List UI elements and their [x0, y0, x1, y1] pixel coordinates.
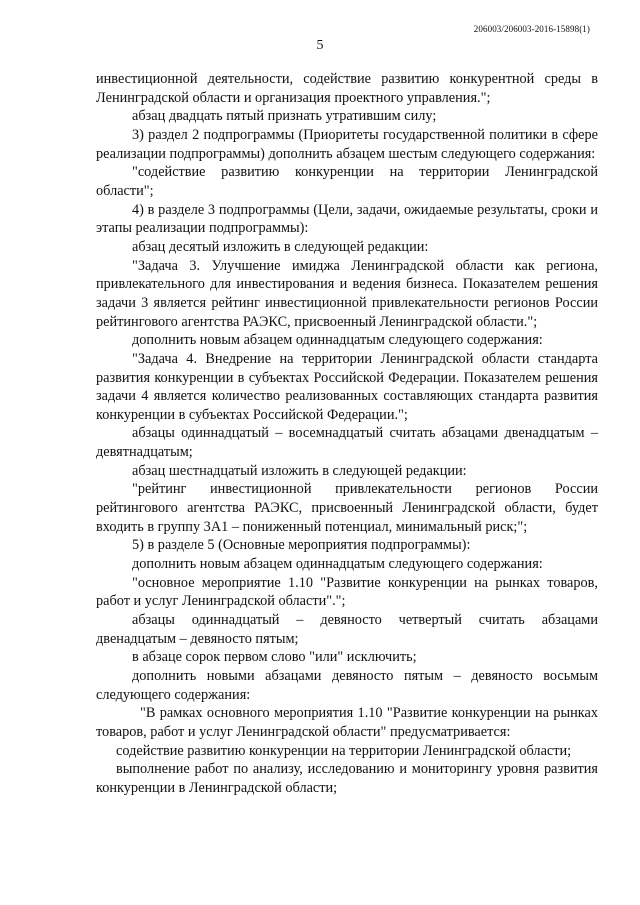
- paragraph: "содействие развитию конкуренции на территории Ленинградской области";: [96, 164, 598, 199]
- paragraph: 3) раздел 2 подпрограммы (Приоритеты государственной политики в сфере реализации подпрограммы) дополнить абзацем шестым следующего содержания:: [96, 126, 598, 162]
- paragraph: 4) в разделе 3 подпрограммы (Цели, задачи, ожидаемые результаты, сроки и этапы реализации подпрограммы):: [96, 201, 598, 237]
- paragraph: в абзаце сорок первом слово "или" исключить;: [132, 649, 417, 666]
- paragraph: абзацы одиннадцатый – восемнадцатый считать абзацами двенадцатым – девятнадцатым;: [96, 425, 598, 461]
- paragraph: абзацы одиннадцатый – девяносто четвертый считать абзацами двенадцатым – девяносто пятым;: [96, 612, 598, 647]
- document-body: [96, 70, 598, 798]
- paragraph: "основное мероприятие 1.10 "Развитие конкуренции на рынках товаров, работ и услуг Ленинградской области".";: [96, 574, 598, 610]
- paragraph: абзац шестнадцатый изложить в следующей редакции:: [132, 462, 467, 479]
- paragraph: "Задача 3. Улучшение имиджа Ленинградской области как региона, привлекательного для инвестирования и ведения бизнеса. Показателем решения задачи 3 является рейтинг инвестиционной привлекательности регионов России рейтингового агентства РАЭКС, присвоенный Ленинградской области.";: [96, 257, 598, 330]
- page-number: 5: [316, 38, 324, 53]
- paragraph: дополнить новыми абзацами девяносто пятым – девяносто восьмым следующего содержания:: [96, 668, 598, 703]
- paragraph: выполнение работ по анализу, исследованию и мониторингу уровня развития конкуренции в Ленинградской области;: [96, 761, 598, 796]
- paragraph: дополнить новым абзацем одиннадцатым следующего содержания:: [132, 556, 543, 573]
- paragraph: инвестиционной деятельности, содействие развитию конкурентной среды в Ленинградской области и организация проектного управления.";: [96, 71, 598, 106]
- paragraph: "Задача 4. Внедрение на территории Ленинградской области стандарта развития конкуренции в субъектах Российской Федерации. Показателем решения задачи 4 является количество реализованных составляющих стандарта развития конкуренции в субъектах Российской Федерации.";: [96, 350, 598, 423]
- paragraph: 5) в разделе 5 (Основные мероприятия подпрограммы):: [132, 537, 471, 554]
- paragraph: "В рамках основного мероприятия 1.10 "Развитие конкуренции на рынках товаров, работ и услуг Ленинградской области" предусматривается:: [96, 705, 598, 740]
- document-code: 206003/206003-2016-15898(1): [473, 24, 590, 34]
- paragraph: содействие развитию конкуренции на территории Ленинградской области;: [116, 742, 572, 759]
- paragraph: дополнить новым абзацем одиннадцатым следующего содержания:: [132, 332, 543, 349]
- paragraph: "рейтинг инвестиционной привлекательности регионов России рейтингового агентства РАЭКС, присвоенный Ленинградской области, будет входить в группу 3А1 – пониженный потенциал, минимальный риск;";: [96, 481, 598, 535]
- paragraph: абзац десятый изложить в следующей редакции:: [132, 238, 429, 255]
- paragraph: абзац двадцать пятый признать утратившим силу;: [132, 108, 437, 125]
